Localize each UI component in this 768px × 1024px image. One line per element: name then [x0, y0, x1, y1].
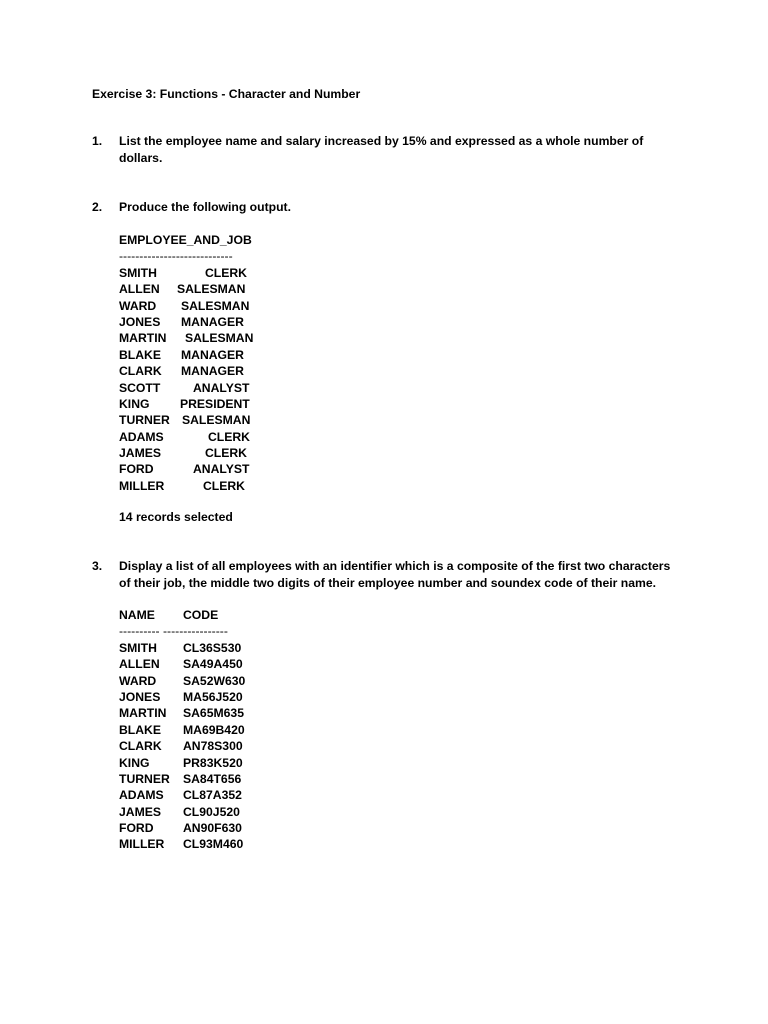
employee-job-row — [119, 298, 252, 314]
employee-name: SMITH — [119, 265, 157, 280]
employee-name: WARD — [119, 673, 157, 688]
employee-job-row — [119, 445, 252, 461]
employee-job-row — [119, 265, 252, 281]
exercise-title: Exercise 3: Functions - Character and Number — [92, 87, 361, 101]
employee-name: ADAMS — [119, 788, 164, 803]
name-column-header: NAME — [119, 608, 155, 622]
employee-job-row — [119, 396, 252, 412]
name-code-row — [119, 722, 245, 738]
employee-name: KING — [119, 755, 150, 770]
employee-code: SA84T656 — [183, 771, 242, 786]
name-code-row — [119, 804, 240, 820]
employee-job: ANALYST — [193, 462, 250, 477]
name-code-rows — [119, 640, 246, 853]
employee-name: JONES — [119, 689, 161, 704]
employee-code: MA56J520 — [183, 689, 243, 704]
employee-job: CLERK — [203, 478, 245, 493]
employee-code: CL36S530 — [183, 640, 242, 655]
employee-job-output — [119, 232, 252, 494]
question-1-number: 1. — [92, 134, 103, 148]
employee-name: TURNER — [119, 413, 170, 428]
name-code-row — [119, 755, 243, 771]
employee-name: JAMES — [119, 446, 161, 461]
question-3-line-1: Display a list of all employees with an identifier which is a composite of the first two characters — [119, 559, 671, 573]
employee-name: ALLEN — [119, 282, 160, 297]
employee-code: SA52W630 — [183, 673, 246, 688]
employee-job: ANALYST — [193, 380, 250, 395]
question-2-number: 2. — [92, 200, 103, 214]
employee-job: CLERK — [208, 429, 250, 444]
employee-name: ADAMS — [119, 429, 164, 444]
employee-job-separator: ---------------------------- — [119, 249, 233, 264]
employee-job-row — [119, 330, 252, 346]
question-1-line-1: List the employee name and salary increased by 15% and expressed as a whole number of — [119, 134, 644, 148]
employee-job-row — [119, 363, 252, 379]
employee-name: BLAKE — [119, 347, 161, 362]
employee-name: SCOTT — [119, 380, 161, 395]
name-code-row — [119, 820, 242, 836]
employee-job: CLERK — [205, 265, 247, 280]
employee-name: ALLEN — [119, 657, 160, 672]
employee-job: MANAGER — [181, 364, 244, 379]
question-1-line-2: dollars. — [119, 151, 163, 165]
name-code-row — [119, 705, 244, 721]
employee-name: TURNER — [119, 771, 170, 786]
employee-code: CL87A352 — [183, 788, 242, 803]
employee-name: JONES — [119, 314, 161, 329]
employee-job: SALESMAN — [182, 413, 251, 428]
employee-name: MARTIN — [119, 331, 167, 346]
employee-job: SALESMAN — [185, 331, 254, 346]
name-code-row — [119, 836, 244, 852]
employee-name: CLARK — [119, 364, 162, 379]
question-2-text: Produce the following output. — [119, 200, 291, 214]
employee-code: SA49A450 — [183, 657, 243, 672]
employee-job: CLERK — [205, 446, 247, 461]
name-code-row — [119, 771, 242, 787]
employee-name: FORD — [119, 462, 154, 477]
question-3-text — [119, 558, 670, 592]
employee-job-row — [119, 281, 252, 297]
employee-job-row — [119, 314, 252, 330]
name-code-row — [119, 640, 242, 656]
employee-code: PR83K520 — [183, 755, 243, 770]
name-code-row — [119, 689, 243, 705]
question-3-number: 3. — [92, 559, 103, 573]
employee-name: WARD — [119, 298, 157, 313]
employee-job-row — [119, 380, 252, 396]
employee-code: CL93M460 — [183, 837, 244, 852]
employee-code: AN90F630 — [183, 821, 242, 836]
employee-code: SA65M635 — [183, 706, 244, 721]
employee-job-row — [119, 478, 252, 494]
name-code-row — [119, 656, 243, 672]
name-code-row — [119, 787, 242, 803]
employee-name: BLAKE — [119, 722, 161, 737]
employee-code: MA69B420 — [183, 722, 245, 737]
employee-job: MANAGER — [181, 347, 244, 362]
employee-name: MILLER — [119, 837, 165, 852]
employee-job-header: EMPLOYEE_AND_JOB — [119, 233, 252, 247]
records-selected-note: 14 records selected — [119, 510, 233, 524]
employee-job-row — [119, 347, 252, 363]
question-3-line-2: of their job, the middle two digits of their employee number and soundex code of their name. — [119, 576, 656, 590]
employee-job: MANAGER — [181, 314, 244, 329]
employee-job-row — [119, 429, 252, 445]
employee-code: CL90J520 — [183, 804, 240, 819]
employee-job-rows — [119, 265, 252, 494]
employee-name: MARTIN — [119, 706, 167, 721]
employee-name: JAMES — [119, 804, 161, 819]
name-code-header — [119, 607, 228, 623]
employee-code: AN78S300 — [183, 739, 243, 754]
name-code-output — [119, 607, 246, 853]
employee-job: SALESMAN — [177, 282, 246, 297]
employee-name: MILLER — [119, 478, 165, 493]
employee-name: SMITH — [119, 640, 157, 655]
name-code-row — [119, 673, 246, 689]
employee-name: FORD — [119, 821, 154, 836]
employee-name: KING — [119, 396, 150, 411]
employee-job-row — [119, 461, 252, 477]
employee-name: CLARK — [119, 739, 162, 754]
employee-job-row — [119, 412, 252, 428]
name-code-row — [119, 738, 243, 754]
code-column-header: CODE — [183, 608, 219, 622]
employee-job: SALESMAN — [181, 298, 250, 313]
question-1-text — [119, 133, 643, 167]
name-code-separator: ---------- ---------------- — [119, 624, 228, 639]
employee-job: PRESIDENT — [180, 396, 250, 411]
